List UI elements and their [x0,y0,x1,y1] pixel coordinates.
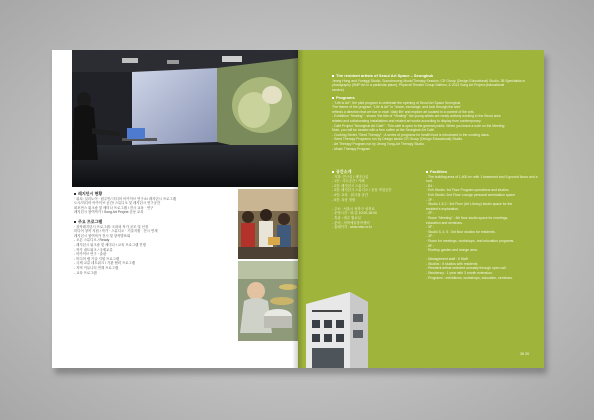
facilities-heading: Facilities [426,170,538,175]
text-line: - Resident artists selected annually through open call. [426,266,507,271]
intro-block [332,74,525,92]
text-line: - 미디어 랩 기술 지원 프로그램 [74,256,120,261]
text-line: · 창작레지던시 프로그램: 국내외 작가 공모 및 선정 [74,224,149,229]
text-line: · Exh Studio: 1st Floor Program operations and studios [426,188,509,193]
text-line: - Café Project "Seongbuk Art Café" : This café is open to the general public. When you leave a note on the Meeting [332,123,505,128]
text-line: - Programs : exhibitions, workshops, education, seminars. [426,275,513,280]
text-line: 퍼포먼스 워크숍 및 세미나 프로그램 / 전시 교육 · 연구 [74,205,154,210]
text-line: - 국제 교류 네트워크 / 기관 협력 프로그램 [74,261,136,266]
info-heading: 공간소개 [332,170,392,175]
programs-block [332,96,504,151]
left-section-2-heading: 주요 프로그램 [74,220,157,225]
intro-heading: The resident artists of Seoul Art Space – Seongbuk [332,74,525,79]
text-line: - 5F : [426,243,434,248]
text-line: - Management staff : 6 Staff [426,257,468,262]
bullet-square-icon [332,171,334,173]
text-line: 도시/미디어 아카이브 공간/ 스튜디오 및 레지던시 연구공간 [74,201,161,206]
text-line: - 교육 프로그램 [74,270,97,275]
studio-photo [72,50,298,187]
bullet-square-icon [332,75,334,77]
info-block [332,170,392,230]
text-line: - Exhibition "Healing" : shows 'the title of "Healing"' the young artists are newly actively working in the Seoul area [332,114,501,119]
text-line: - Seed Therapy Programs run by Design studio CR Group (Design Educational) Studio. [332,137,463,142]
text-line: - 홈페이지 : www.sfac.or.kr [332,225,372,230]
text-line: - 레지던시 워크숍 및 세미나 / 교육 프로그램 진행 [74,242,146,247]
left-section-2 [74,220,157,275]
left-section-1 [74,192,176,215]
text-line: - 2층: 레지던시 스튜디오 [332,183,369,188]
drummer-photo-illustration [238,261,298,341]
text-line: - 3F : [426,225,434,230]
text-line: · Rooftop garden and lounge area. [426,248,478,253]
text-line: - 2F : [426,211,434,216]
text-line: - 오픈 스튜디오 / Ready [74,238,110,243]
text-line: - 지하: 전시실 / 세미나실 [332,174,369,179]
text-line: The theme of the program, "Life is Art" to "share, exchange, and look through the arts" [332,105,462,110]
text-line: - "Life is Art": the pilot program to celebrate the opening of Seoul Art Space Seongbuk [332,100,461,105]
text-line: - Art Therapy Program run by Jeong Yong-Art Therapy Studio. [332,141,425,146]
text-line: related and collaborating installations and related art works according to display from contemporary. [332,118,482,123]
text-line: - 1F : [426,197,434,202]
right-page [298,50,544,368]
text-line: - Cooking Series "Seed Therapy" : A series of programs for health food is introduced in the cooking class. [332,132,490,137]
drummer-photo [238,261,298,341]
text-line: - The building area of 1,600 m² with 1 basement and 5 ground floors and a [426,174,538,179]
text-line: - Studios : 8 studios with residents [426,261,478,266]
text-line: reflects a direction that we live in each 'daily life' and explore art located in a context of the arts. [332,109,475,114]
facilities-block [426,170,538,280]
text-line: photography (HMP Art in a particular place), Physical Theater Group Saltimo, & 2013 Song Art Project (educational [332,83,505,88]
crowd-photo [238,189,298,259]
building-illustration [298,284,370,368]
text-line: - B1 : [426,183,435,188]
text-line: · Exh Studio: 2nd Floor Lounge personal workstation space [426,192,515,197]
text-line: - 4층: 교육 · 워크숍 공간 [332,192,368,197]
bullet-square-icon [74,193,76,195]
crowd-photo-illustration [238,189,298,259]
left-section-1-heading: 레지던시 현황 [74,192,176,197]
text-line: · Studio 3, 4, 5 : 3rd floor studios for residents. [426,229,496,234]
text-line: Note, you will be treated with a free coffee at the Seongbuk Art Café. [332,128,435,133]
text-line: 레지던시 참여작가 / Song Art Project 공동 교육 [74,210,144,215]
left-page [52,50,298,368]
text-line: 미디어 창작 지원 / 작가 · 스튜디오 · 기술지원 · 전시 연계 [74,229,158,234]
studio-photo-illustration [72,50,298,187]
spine-gutter [292,50,304,368]
text-line: - 문의 : 성북예술창작센터 [332,220,370,225]
text-line: - 4F : [426,234,434,239]
text-line: - 작가 네트워크 / 국제교류 [74,247,113,252]
text-line: - 운영시간 : 화-일 10:00-18:00 [332,211,377,216]
brochure-spread [52,50,544,368]
text-line: education and seminars. [426,220,463,225]
text-line: Jeong Hong and Yumiggi Studio, Soundmoong Music/Therapy Session, CR Group (Design Educational) Studio, 38 Specialists in [332,78,526,83]
text-line: - 주소 : 서울시 성북구 성북로 [332,206,375,211]
bullet-square-icon [74,221,76,223]
bullet-square-icon [332,97,334,99]
text-line: resident's exploration. [426,206,459,211]
text-line: - 휴관 : 매주 월요일 [332,215,361,220]
text-line: - 1층 : 사무공간 / 카페 [332,179,365,184]
programs-heading: Programs [332,96,504,101]
building-photo [298,284,370,368]
text-line: - Music Therapy Program [332,146,371,151]
text-line: - 5층: 옥상 정원 [332,197,356,202]
text-line: · Room "Meeting" : 4th floor studio space for meetings, [426,215,509,220]
text-line: · Room for meetings, workshops, and education programs. [426,238,515,243]
text-line: - 3층: 레지던시 스튜디오 / 공동 작업공간 [332,188,392,193]
text-line: 레지던시 참여작가 전시 및 창작발표회 [74,233,131,238]
text-line: · 위치: 일리노이 · 원주민/ 미디어 아카이브 연구소/ 레지던시 프로그램 [74,196,176,201]
bullet-square-icon [426,171,428,173]
text-line: · Studio 1 & 2 : 3rd Floor (Art Library) studio space for the [426,202,513,207]
page-number: 38 39 [520,352,529,356]
text-line: - 아카이브 연구 · 출판 [74,252,107,257]
text-line: - 지역 커뮤니티 연계 프로그램 [74,265,119,270]
text-line: service) [332,87,344,92]
text-line: - Residency : 1 year with 3 month extension. [426,271,493,276]
text-line: roof. [426,179,433,184]
